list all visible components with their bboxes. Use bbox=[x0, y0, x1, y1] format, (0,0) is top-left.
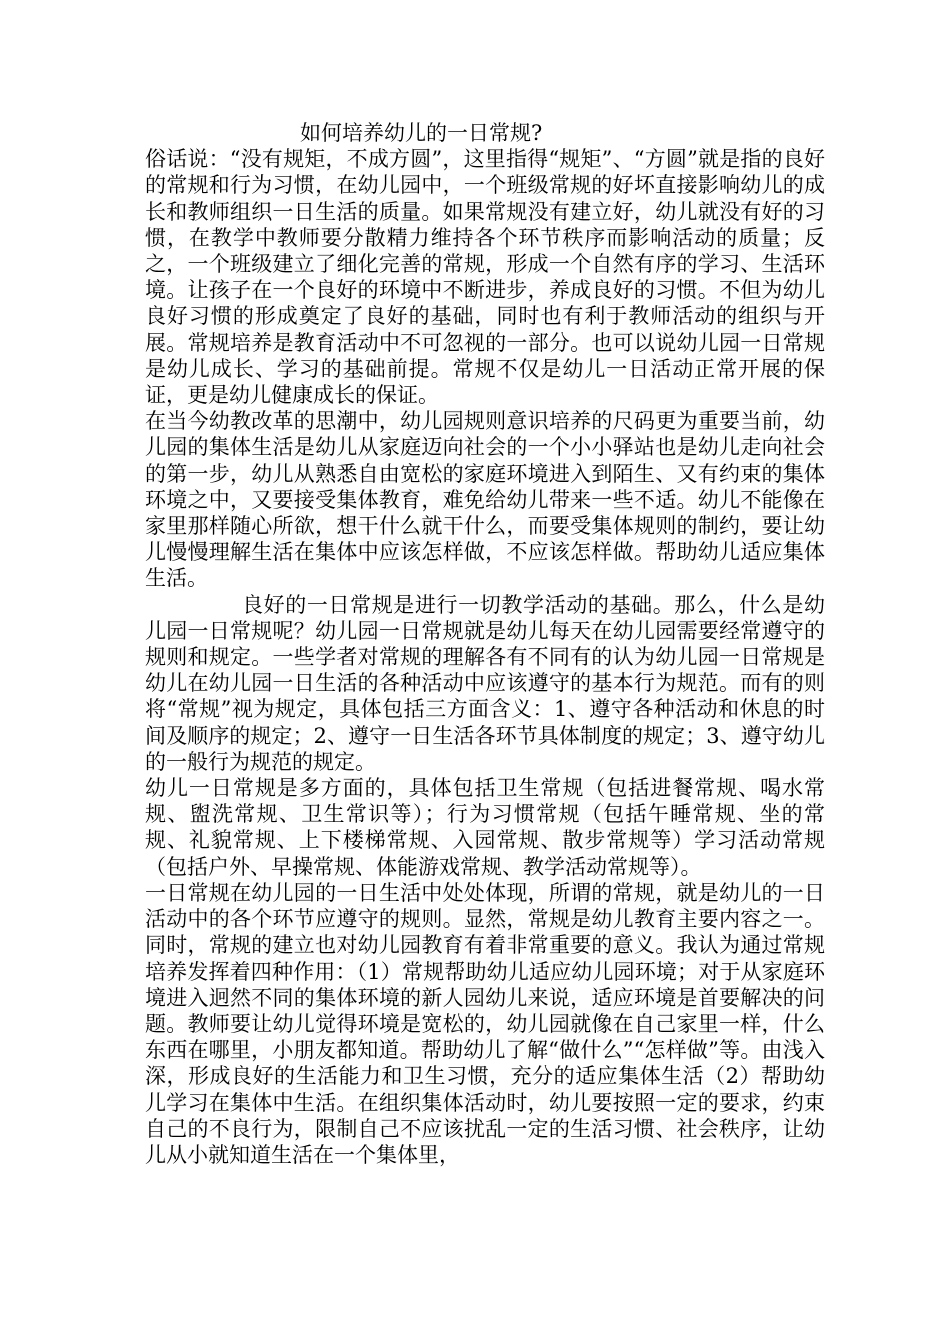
paragraph-definition: 良好的一日常规是进行一切教学活动的基础。那么，什么是幼儿园一日常规呢？幼儿园一日常规就是幼儿每天在幼儿园需要经常遵守的规则和规定。一些学者对常规的理解各有不同有的认为幼儿园一日常规是幼儿在幼儿园一日生活的各种活动中应该遵守的基本行为规范。而有的则将“常规”视为规定，具体包括三方面含义：1、遵守各种活动和休息的时间及顺序的规定；2、遵守一日生活各环节具体制度的规定；3、遵守幼儿的一般行为规范的规定。 bbox=[145, 592, 825, 774]
paragraph-functions: 一日常规在幼儿园的一日生活中处处体现，所谓的常规，就是幼儿的一日活动中的各个环节应遵守的规则。显然，常规是幼儿教育主要内容之一。同时，常规的建立也对幼儿园教育有着非常重要的意义。我认为通过常规培养发挥着四种作用：（1）常规帮助幼儿适应幼儿园环境；对于从家庭环境进入迥然不同的集体环境的新人园幼儿来说，适应环境是首要解决的问题。教师要让幼儿觉得环境是宽松的，幼儿园就像在自己家里一样，什么东西在哪里，小朋友都知道。帮助幼儿了解“做什么”“怎样做”等。由浅入深，形成良好的生活能力和卫生习惯，充分的适应集体生活（2）帮助幼儿学习在集体中生活。在组织集体活动时，幼儿要按照一定的要求，约束自己的不良行为，限制自己不应该扰乱一定的生活习惯、社会秩序，让幼儿从小就知道生活在一个集体里， bbox=[145, 880, 825, 1167]
paragraph-intro: 俗话说：“没有规矩，不成方圆”，这里指得“规矩”、“方圆”就是指的良好的常规和行为习惯，在幼儿园中，一个班级常规的好坏直接影响幼儿的成长和教师组织一日生活的质量。如果常规没有建立好，幼儿就没有好的习惯，在教学中教师要分散精力维持各个环节秩序而影响活动的质量；反之，一个班级建立了细化完善的常规，形成一个自然有序的学习、生活环境。让孩子在一个良好的环境中不断进步，养成良好的习惯。不但为幼儿良好习惯的形成奠定了良好的基础，同时也有利于教师活动的组织与开展。常规培养是教育活动中不可忽视的一部分。也可以说幼儿园一日常规是幼儿成长、学习的基础前提。常规不仅是幼儿一日活动正常开展的保证，更是幼儿健康成长的保证。 bbox=[145, 147, 825, 408]
document-title: 如何培养幼儿的一日常规? bbox=[300, 121, 543, 145]
paragraph-categories: 幼儿一日常规是多方面的，具体包括卫生常规（包括进餐常规、喝水常规、盥洗常规、卫生常识等）；行为习惯常规（包括午睡常规、坐的常规、礼貌常规、上下楼梯常规、入园常规、散步常规等）学习活动常规（包括户外、早操常规、体能游戏常规、教学活动常规等）。 bbox=[145, 776, 825, 879]
paragraph-reform: 在当今幼教改革的思潮中，幼儿园规则意识培养的尺码更为重要当前，幼儿园的集体生活是幼儿从家庭迈向社会的一个小小驿站也是幼儿走向社会的第一步，幼儿从熟悉自由宽松的家庭环境进入到陌生、又有约束的集体环境之中，又要接受集体教育，难免给幼儿带来一些不适。幼儿不能像在家里那样随心所欲，想干什么就干什么，而要受集体规则的制约，要让幼儿慢慢理解生活在集体中应该怎样做，不应该怎样做。帮助幼儿适应集体生活。 bbox=[145, 409, 825, 591]
document-body bbox=[145, 120, 825, 1168]
